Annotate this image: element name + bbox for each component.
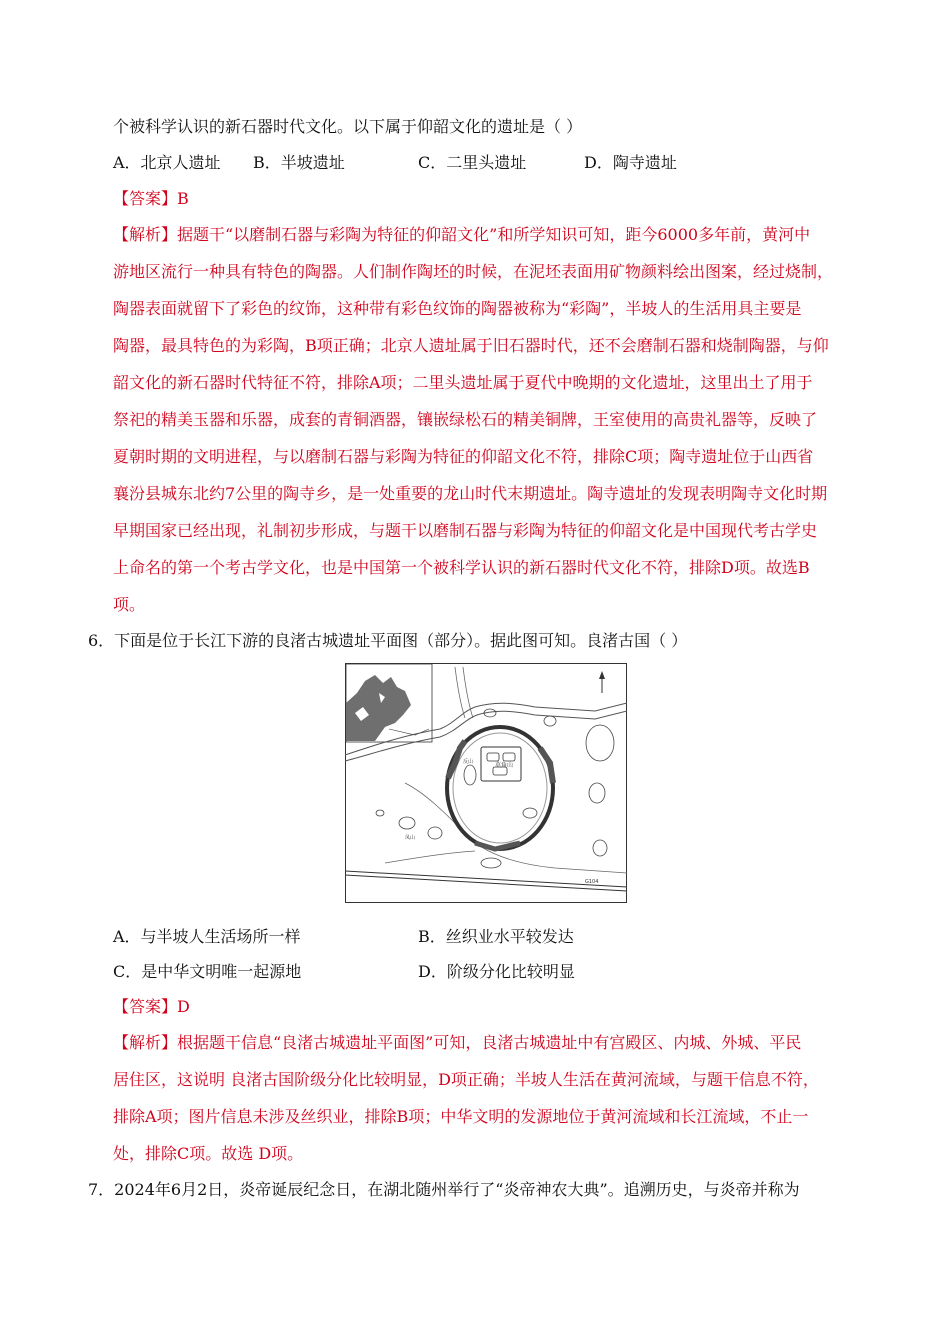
analysis-line: 【解析】根据题干信息“良渚古城遗址平面图”可知，良渚古城遗址中有宫殿区、内城、外城、平民 [113, 1033, 802, 1052]
q6-option-d: D．阶级分化比较明显 [418, 962, 575, 981]
q6-option-c: C．是中华文明唯一起源地 [113, 962, 302, 981]
analysis-line: 陶器表面就留下了彩色的纹饰，这种带有彩色纹饰的陶器被称为“彩陶”，半坡人的生活用具主要是 [113, 299, 802, 318]
q5-option-c: C．二里头遗址 [418, 153, 527, 172]
q6-answer: 【答案】D [113, 997, 190, 1016]
q7-stem: 7．2024年6月2日，炎帝诞辰纪念日，在湖北随州举行了“炎帝神农大典”。追溯历史，与炎帝并称为 [88, 1180, 800, 1199]
map-label-fenghuangshan: 凤山 [405, 835, 416, 841]
q5-option-b: B．半坡遗址 [253, 153, 345, 172]
q6-stem: 6．下面是位于长江下游的良渚古城遗址平面图（部分）。据此图可知。良渚古国（ ） [88, 631, 688, 650]
q6-option-a: A．与半坡人生活场所一样 [113, 927, 301, 946]
inset-map [346, 664, 432, 742]
analysis-line: 项。 [113, 595, 146, 614]
analysis-line: 上命名的第一个考古学文化，也是中国第一个被科学认识的新石器时代文化不符，排除D项。故选B [113, 558, 810, 577]
analysis-line: 韶文化的新石器时代特征不符，排除A项；二里头遗址属于夏代中晚期的文化遗址，这里出土了用于 [113, 373, 813, 392]
map-label-fanshan: 反山 [463, 759, 474, 765]
liangzhu-site-map [345, 663, 627, 903]
q5-option-a: A．北京人遗址 [113, 153, 221, 172]
q5-answer: 【答案】B [113, 189, 189, 208]
q5-stem-tail: 个被科学认识的新石器时代文化。以下属于仰韶文化的遗址是（ ） [113, 117, 583, 136]
analysis-line: 排除A项；图片信息未涉及丝织业，排除B项；中华文明的发源地位于黄河流域和长江流域，不止一 [113, 1107, 809, 1126]
q5-option-d: D．陶寺遗址 [584, 153, 677, 172]
analysis-line: 陶器，最具特色的为彩陶，B项正确；北京人遗址属于旧石器时代，还不会磨制石器和烧制陶器，与仰 [113, 336, 829, 355]
analysis-line: 【解析】据题干“以磨制石器与彩陶为特征的仰韶文化”和所学知识可知，距今6000多年前，黄河中 [113, 225, 811, 244]
map-label-mojiaoshan: 莫角山 [495, 762, 514, 769]
analysis-line: 早期国家已经出现，礼制初步形成，与题干以磨制石器与彩陶为特征的仰韶文化是中国现代考古学史 [113, 521, 818, 540]
analysis-line: 处，排除C项。故选 D项。 [113, 1144, 304, 1163]
analysis-line: 祭祀的精美玉器和乐器，成套的青铜酒器，镶嵌绿松石的精美铜牌，王室使用的高贵礼器等，反映了 [113, 410, 818, 429]
analysis-line: 襄汾县城东北约7公里的陶寺乡，是一处重要的龙山时代末期遗址。陶寺遗址的发现表明陶寺文化时期 [113, 484, 828, 503]
analysis-line: 游地区流行一种具有特色的陶器。人们制作陶坯的时候，在泥坯表面用矿物颜料绘出图案，经过烧制， [113, 262, 834, 281]
map-label-road: G104 [585, 879, 599, 885]
analysis-line: 夏朝时期的文明进程，与以磨制石器与彩陶为特征的仰韶文化不符，排除C项；陶寺遗址位于山西省 [113, 447, 814, 466]
q6-option-b: B．丝织业水平较发达 [418, 927, 574, 946]
analysis-line: 居住区，这说明 良渚古国阶级分化比较明显，D项正确；半坡人生活在黄河流域，与题干信息不符， [113, 1070, 819, 1089]
